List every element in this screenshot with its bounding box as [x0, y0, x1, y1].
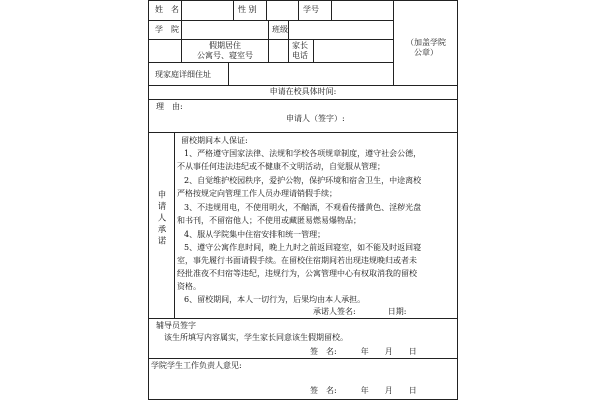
commitment-line-7: 4、服从学院集中住宿安排和统一管理； — [184, 230, 326, 239]
cell-divider-g — [288, 39, 289, 62]
counselor-text: 该生所填写内容属实，学生家长同意该生假期留校。 — [164, 333, 348, 342]
parent-phone-label: 家长 电话 — [292, 41, 308, 60]
commitment-side-label: 申请人承诺 — [156, 190, 166, 248]
row-divider-2 — [148, 39, 393, 40]
stay-time-header: 申请在校具体时间: — [269, 87, 337, 96]
name-label: 姓 名 — [155, 5, 179, 14]
gender-label: 性 别 — [238, 5, 257, 14]
cell-divider-a — [233, 0, 234, 20]
commitment-line-6: 和书刊，不留宿他人；不使用或藏匿易燃易爆物品； — [177, 216, 361, 225]
row-divider-3 — [148, 62, 393, 63]
border-top — [148, 0, 458, 1]
commitment-sign: 承诺人签名: 日期: — [313, 307, 407, 316]
counselor-sign: 签 名: 年 月 日 — [310, 347, 417, 356]
counselor-label: 辅导员签字 — [156, 321, 196, 330]
commitment-line-1: 1、严格遵守国家法律、法规和学校各项规章制度，遵守社会公德， — [184, 149, 422, 158]
cell-divider-e — [268, 20, 269, 62]
college-label: 学 院 — [155, 25, 179, 34]
cell-divider-d — [331, 0, 332, 20]
commitment-line-12: 6、留校期间，本人一切行为，后果均由本人承担。 — [184, 295, 366, 304]
commitment-line-2: 不从事任何违法违纪或不健康不文明活动，自觉服从管理； — [177, 162, 385, 171]
commitment-intro: 留校期间本人保证: — [181, 136, 248, 145]
stay-application-form — [148, 0, 458, 400]
row-divider-6 — [148, 132, 458, 133]
class-label: 班级 — [272, 25, 288, 34]
cell-divider-b — [266, 0, 267, 20]
applicant-sign-label: 申请人（签字）: — [286, 114, 345, 123]
cell-divider-c — [298, 0, 299, 20]
commitment-line-4: 严格按规定向管理工作人员办理请销假手续； — [177, 189, 337, 198]
commitment-side-divider — [174, 132, 175, 318]
office-sign: 签 名: 年 月 日 — [310, 386, 417, 395]
commitment-line-11: 资格。 — [177, 282, 201, 291]
cell-divider-f — [288, 20, 289, 40]
row-divider-4 — [148, 85, 458, 86]
commitment-line-10: 经批准夜不归宿等违纪，违规行为，公寓管理中心有权取消我的留校 — [177, 269, 417, 278]
home-address-label: 现家庭详细住址 — [155, 70, 211, 79]
commitment-line-3: 2、自觉维护校园秩序，爱护公物，保护环境和宿舍卫生，中途离校 — [184, 176, 422, 185]
row-divider-1 — [148, 20, 393, 21]
commitment-line-8: 5、遵守公寓作息时间，晚上九时之前返回寝室，如不能及时返回寝 — [184, 243, 422, 252]
cell-divider-h — [313, 39, 314, 62]
reason-label: 理 由: — [156, 102, 183, 111]
seal-column-divider — [393, 0, 394, 85]
cell-divider-i — [228, 62, 229, 85]
row-divider-7 — [148, 318, 458, 319]
commitment-line-9: 室，事先履行书面请假手续。在留校住宿期间若出现违规晚归或者未 — [177, 256, 417, 265]
seal-note: （加盖学院 公章） — [406, 38, 446, 57]
border-right — [457, 0, 458, 400]
row-divider-8 — [148, 358, 458, 359]
commitment-line-5: 3、不违规用电，不使用明火，不酗酒，不观看传播黄色、淫秽光盘 — [184, 203, 422, 212]
student-id-label: 学号 — [303, 5, 319, 14]
office-label: 学院学生工作负责人意见: — [151, 361, 242, 370]
dorm-label: 假期居住 公寓号、寝室号 — [197, 41, 253, 60]
row-divider-5 — [148, 99, 458, 100]
border-left — [148, 0, 149, 400]
